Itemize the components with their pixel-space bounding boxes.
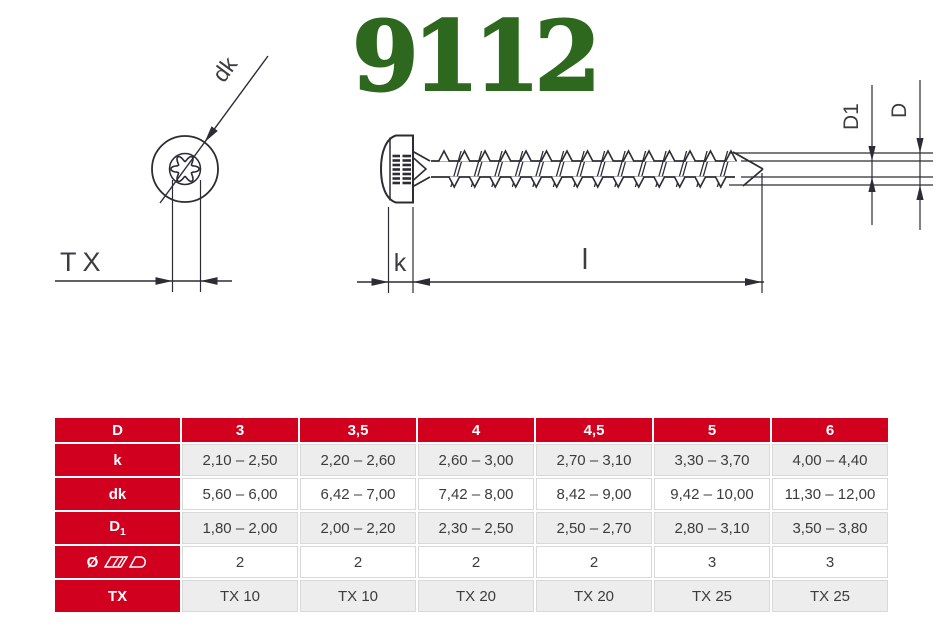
table-cell: 2 (182, 546, 298, 578)
table-cell: 11,30 – 12,00 (772, 478, 888, 510)
table-cell: 2,70 – 3,10 (536, 444, 652, 476)
row-label-k: k (55, 444, 180, 476)
l-dimension-label: l (581, 244, 589, 276)
table-cell: TX 25 (772, 580, 888, 612)
header-col: 5 (654, 418, 770, 442)
table-cell: 3 (772, 546, 888, 578)
table-cell: 2,60 – 3,00 (418, 444, 534, 476)
table-cell: 1,80 – 2,00 (182, 512, 298, 544)
dimension-table (53, 416, 890, 614)
table-cell: 7,42 – 8,00 (418, 478, 534, 510)
table-row-tx (55, 580, 888, 612)
table-cell: 3,30 – 3,70 (654, 444, 770, 476)
table-cell: TX 20 (536, 580, 652, 612)
table-cell: 9,42 – 10,00 (654, 478, 770, 510)
table-cell: TX 25 (654, 580, 770, 612)
dk-dimension-label: dk (206, 51, 243, 87)
drill-bit-icon (104, 555, 148, 569)
header-col: 3 (182, 418, 298, 442)
table-cell: 2,20 – 2,60 (300, 444, 416, 476)
table-cell: TX 20 (418, 580, 534, 612)
table-row-k (55, 444, 888, 476)
k-dimension-label: k (393, 249, 407, 277)
tx-dimension-label: TX (60, 247, 107, 277)
header-d: D (55, 418, 180, 442)
knurled-head-pattern (393, 156, 412, 183)
table-cell: 2,10 – 2,50 (182, 444, 298, 476)
table-row-d1 (55, 512, 888, 544)
table-cell: 2 (536, 546, 652, 578)
row-label-d1: $D_1$ (55, 512, 180, 544)
thread-pattern (431, 151, 737, 187)
header-col: 4,5 (536, 418, 652, 442)
table-header-row (55, 418, 888, 442)
screw-head-front-view (55, 51, 268, 292)
page-title: 9112 (352, 0, 596, 113)
table-cell: 5,60 – 6,00 (182, 478, 298, 510)
table-cell: 2,50 – 2,70 (536, 512, 652, 544)
row-label-predrill: Ø (55, 546, 180, 578)
row-label-tx: TX (55, 580, 180, 612)
table-row-predrill (55, 546, 888, 578)
screw-side-view (357, 80, 933, 293)
table-cell: TX 10 (182, 580, 298, 612)
table-cell: 3,50 – 3,80 (772, 512, 888, 544)
header-col: 3,5 (300, 418, 416, 442)
table-cell: 2,30 – 2,50 (418, 512, 534, 544)
table-cell: 3 (654, 546, 770, 578)
row-label-dk: dk (55, 478, 180, 510)
table-cell: 6,42 – 7,00 (300, 478, 416, 510)
table-cell: 4,00 – 4,40 (772, 444, 888, 476)
header-col: 4 (418, 418, 534, 442)
header-col: 6 (772, 418, 888, 442)
table-cell: 2,00 – 2,20 (300, 512, 416, 544)
table-cell: 2,80 – 3,10 (654, 512, 770, 544)
table-cell: 2 (300, 546, 416, 578)
d-dimension-label: D (888, 102, 911, 118)
d1-dimension-label: D1 (840, 103, 863, 130)
table-cell: 8,42 – 9,00 (536, 478, 652, 510)
table-cell: 2 (418, 546, 534, 578)
table-cell: TX 10 (300, 580, 416, 612)
table-row-dk (55, 478, 888, 510)
